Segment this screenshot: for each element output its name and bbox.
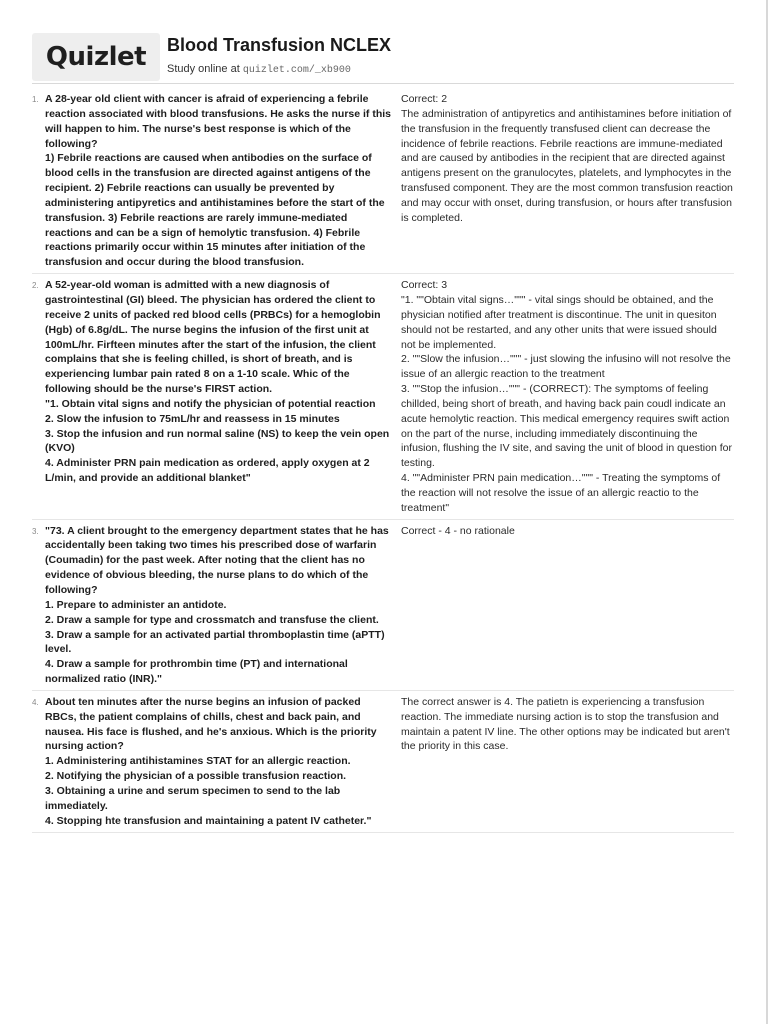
- study-online-link[interactable]: quizlet.com/_xb900: [242, 65, 351, 76]
- card-term: A 28-year old client with cancer is afraid of experiencing a febrile reaction associated with blood transfusions. He asks the nurse if this will happen to him. The nurse's best response is which of the following? 1) Febrile reactions are caused when antibodies on the surface of blood cells in the transfusion are directed against antigens of the recipient. 2) Febrile reactions can usually be prevented by administering antipyretics and antihistamines before the start of the transfusion. 3) Febrile reactions are rarely immune-mediated reactions and can be a sign of hemolytic transfusion. 4) Febrile reactions primarily occur within 15 minutes after initiation of the transfusion and occur during the blood transfusion.: [45, 93, 391, 269]
- card-term: A 52-year-old woman is admitted with a new diagnosis of gastrointestinal (GI) bleed. The physician has ordered the client to receive 2 units of packed red blood cells (PRBCs) for a hemoglobin (Hgb) of 6.8g/dL. The nurse begins the infusion of the first unit at 100mL/hr. Firfteen minutes after the start of the infusion, the client complains that she is feeling chilled, is short of breath, and is experiencing lumbar pain rated 8 on a 1-10 scale. Whic of the following should be the nurse's FIRST action. "1. Obtain vital signs and notify the physician of potential reaction 2. Slow the infusion to 75mL/hr and reassess in 15 minutes 3. Stop the infusion and run normal saline (NS) to keep the vein open (KVO) 4. Administer PRN pain medication as ordered, apply oxygen at 2 L/min, and provide an additional blanket": [45, 279, 390, 485]
- document-header: [32, 33, 734, 84]
- study-online-line: [167, 63, 351, 76]
- card-number: 4.: [32, 697, 39, 707]
- card-definition: The correct answer is 4. The patietn is experiencing a transfusion reaction. The immediate nursing action is to stop the transfusion and maintain a patent IV line. The other options may be indicated but aren't the priority in this case.: [401, 695, 733, 753]
- card-number: 2.: [32, 281, 39, 291]
- flashcard-list: [32, 88, 734, 833]
- quizlet-logo[interactable]: Quizlet: [32, 33, 160, 81]
- card-definition: Correct: 2 The administration of antipyretics and antihistamines before initiation of the transfusion in the frequently transfused client can decrease the incidence of febrile reactions. Febrile reactions are immune-mediated and are caused by antibodies in the recipient that are directed against antigens present on the granulocytes, platelets, and lymphocytes in the transfused component. They are the most common transfusion reaction and may occur with onset, during transfusion, or hours after transfusion is completed.: [401, 93, 733, 224]
- flashcard-row: [32, 691, 734, 833]
- flashcard-row: [32, 274, 734, 520]
- card-definition: Correct: 3 "1. ""Obtain vital signs…""" - vital sings should be obtained, and the physician notified after treatment is discontinue. The unit in quesiton should not be restarted, and any other units that were issued should not be implemented. 2. ""Slow the infusion…""" - just slowing the infusino will not resolve the issue of an allergic reaction to the treatment 3. ""Stop the infusion…""" - (CORRECT): The symptoms of feeling chillded, being short of breath, and having back pain coudl indicate an acute hemolytic reaction. This medical emergency requires swift action on the part of the nurse, including immediately discontinuing the infusion, flushing the IV site, and saving the unit of blood in question for testing. 4. ""Administer PRN pain medication…""" - Treating the symptoms of the reaction will not resolve the issue of an allergic reactio to the treatment": [401, 279, 732, 514]
- page-title: Blood Transfusion NCLEX: [167, 35, 392, 55]
- card-definition: Correct - 4 - no rationale: [401, 524, 515, 537]
- card-number: 3.: [32, 526, 39, 536]
- flashcard-row: [32, 520, 734, 691]
- flashcard-row: [32, 88, 734, 274]
- card-number: 1.: [32, 95, 39, 104]
- card-term: "73. A client brought to the emergency department states that he has accidentally been taking two times his prescribed dose of warfarin (Coumadin) for the past week. After noting that the client has no evidence of obvious bleeding, the nurse plans to do which of the following? 1. Prepare to administer an antidote. 2. Draw a sample for type and crossmatch and transfuse the client. 3. Draw a sample for an activated partial thromboplastin time (aPTT) level. 4. Draw a sample for prothrombin time (PT) and international normalized ratio (INR).": [45, 524, 389, 686]
- study-online-label: Study online at: [167, 63, 243, 75]
- card-term: About ten minutes after the nurse begins an infusion of packed RBCs, the patient complains of chills, chest and back pain, and nausea. His face is flushed, and he's anxious. Which is the priority nursing action? 1. Administering antihistamines STAT for an allergic reaction. 2. Notifying the physician of a possible transfusion reaction. 3. Obtaining a urine and serum specimen to send to the lab immediately. 4. Stopping hte transfusion and maintaining a patent IV catheter.": [45, 695, 377, 827]
